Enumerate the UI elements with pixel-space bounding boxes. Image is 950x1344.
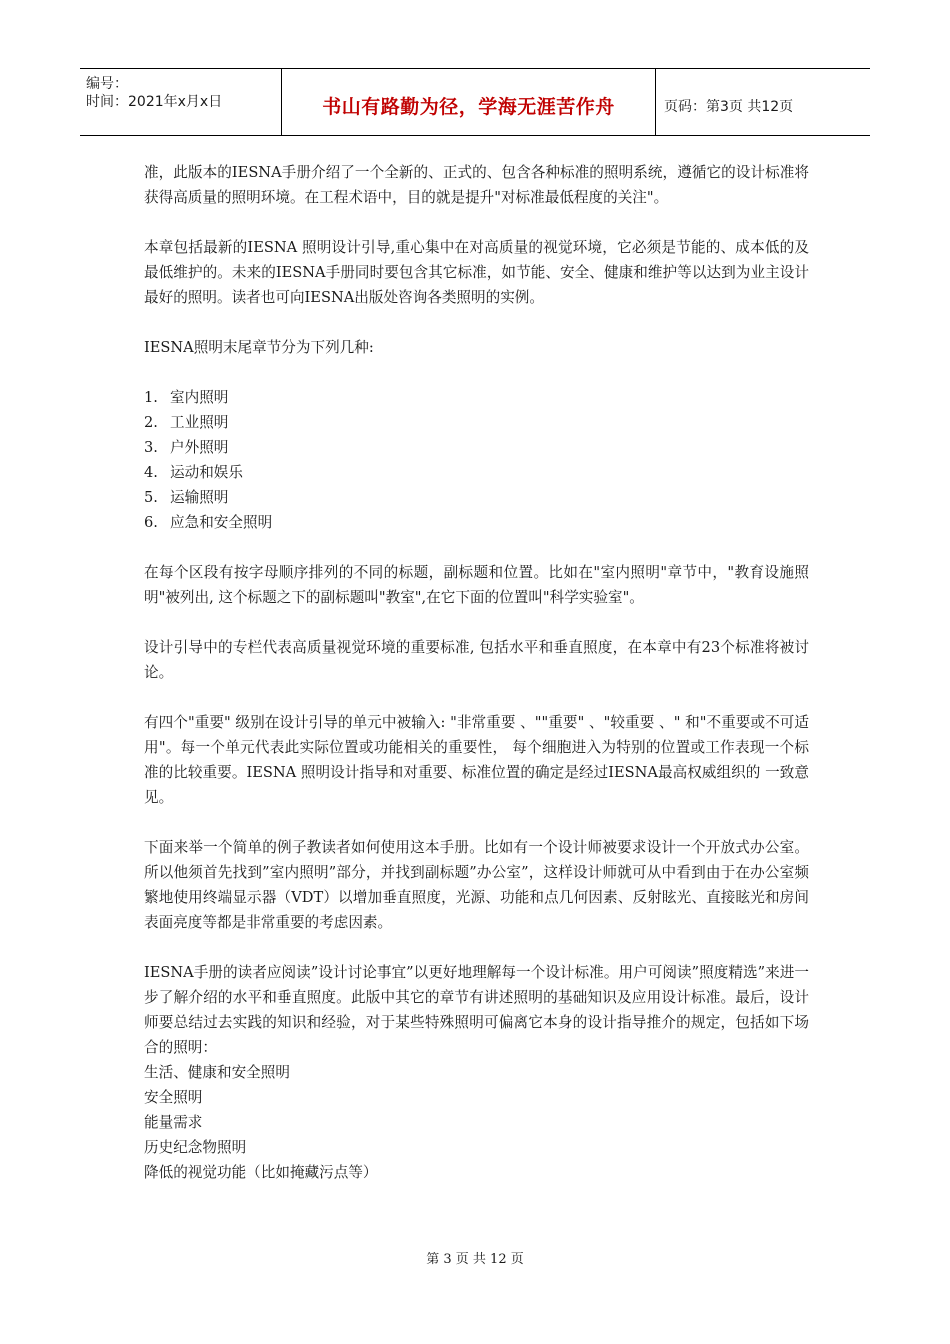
list-item: 2. 工业照明 bbox=[144, 414, 229, 431]
list-item: 4. 运动和娱乐 bbox=[144, 464, 243, 481]
special-lighting-list bbox=[144, 1060, 809, 1185]
list-item: 能量需求 bbox=[144, 1114, 203, 1131]
document-number-label: 编号： bbox=[86, 76, 128, 92]
document-date-label: 时间：2021年x月x日 bbox=[86, 94, 223, 110]
paragraph-example: 下面来举一个简单的例子教读者如何使用这本手册。比如有一个设计师被要求设计一个开放式办公室。所以他须首先找到”室内照明”部分，并找到副标题”办公室”，这样设计师就可从中看到由于在办公室频繁地使用终端显示器（VDT）以增加垂直照度，光源、功能和点几何因素、反射眩光、直接眩光和房间表面亮度等都是非常重要的考虑因素。 bbox=[144, 839, 809, 931]
list-item: 历史纪念物照明 bbox=[144, 1139, 247, 1156]
page-footer: 第 3 页 共 12 页 bbox=[426, 1252, 524, 1267]
paragraph-importance-levels: 有四个"重要" 级别在设计引导的单元中被输入: "非常重要 、""重要" 、"较重要 、" 和"不重要或不可适用"。每一个单元代表此实际位置或功能相关的重要性， 每个细胞进入为特别的位置或工作表现一个标准的比较重要。IESNA 照明设计指导和对重要、标准位置的确定是经过IESNA最高权威组织的 一致意见。 bbox=[144, 714, 809, 806]
header-motto-cell bbox=[282, 69, 656, 135]
list-item: 3. 户外照明 bbox=[144, 439, 229, 456]
paragraph-reader-guidance: IESNA手册的读者应阅读”设计讨论事宜”以更好地理解每一个设计标准。用户可阅读”照度精选”来进一步了解介绍的水平和垂直照度。此版中其它的章节有讲述照明的基础知识及应用设计标准。最后，设计师要总结过去实践的知识和经验，对于某些特殊照明可偏离它本身的设计指导推介的规定，包括如下场合的照明： bbox=[144, 964, 809, 1056]
header-page-info: 页码：第3页 共12页 bbox=[664, 99, 794, 115]
list-item: 安全照明 bbox=[144, 1089, 203, 1106]
document-body bbox=[144, 160, 809, 1185]
header-motto: 书山有路勤为径，学海无涯苦作舟 bbox=[322, 95, 615, 118]
paragraph-headings: 在每个区段有按字母顺序排列的不同的标题，副标题和位置。比如在"室内照明"章节中，"教育设施照明"被列出, 这个标题之下的副标题叫"教室",在它下面的位置叫"科学实验室"。 bbox=[144, 564, 809, 606]
paragraph-intro-continued: 准，此版本的IESNA手册介绍了一个全新的、正式的、包含各种标准的照明系统，遵循它的设计标准将获得高质量的照明环境。在工程术语中，目的就是提升"对标准最低程度的关注"。 bbox=[144, 164, 809, 206]
header-page-cell bbox=[656, 69, 870, 135]
paragraph-sections-intro: IESNA照明末尾章节分为下列几种: bbox=[144, 339, 374, 356]
list-item: 生活、健康和安全照明 bbox=[144, 1064, 290, 1081]
header-info-cell bbox=[80, 69, 282, 135]
paragraph-chapter-scope: 本章包括最新的IESNA 照明设计引导,重心集中在对高质量的视觉环境，它必须是节能的、成本低的及最低维护的。未来的IESNA手册同时要包含其它标准，如节能、安全、健康和维护等以达到为业主设计最好的照明。读者也可向IESNA出版处咨询各类照明的实例。 bbox=[144, 239, 809, 306]
page-header bbox=[80, 68, 870, 136]
list-item: 6. 应急和安全照明 bbox=[144, 514, 273, 531]
list-item: 降低的视觉功能（比如掩藏污点等） bbox=[144, 1164, 378, 1181]
paragraph-design-guide: 设计引导中的专栏代表高质量视觉环境的重要标准, 包括水平和垂直照度，在本章中有23个标准将被讨论。 bbox=[144, 639, 809, 681]
list-item: 5. 运输照明 bbox=[144, 489, 229, 506]
list-item: 1. 室内照明 bbox=[144, 389, 229, 406]
section-list bbox=[144, 385, 809, 535]
